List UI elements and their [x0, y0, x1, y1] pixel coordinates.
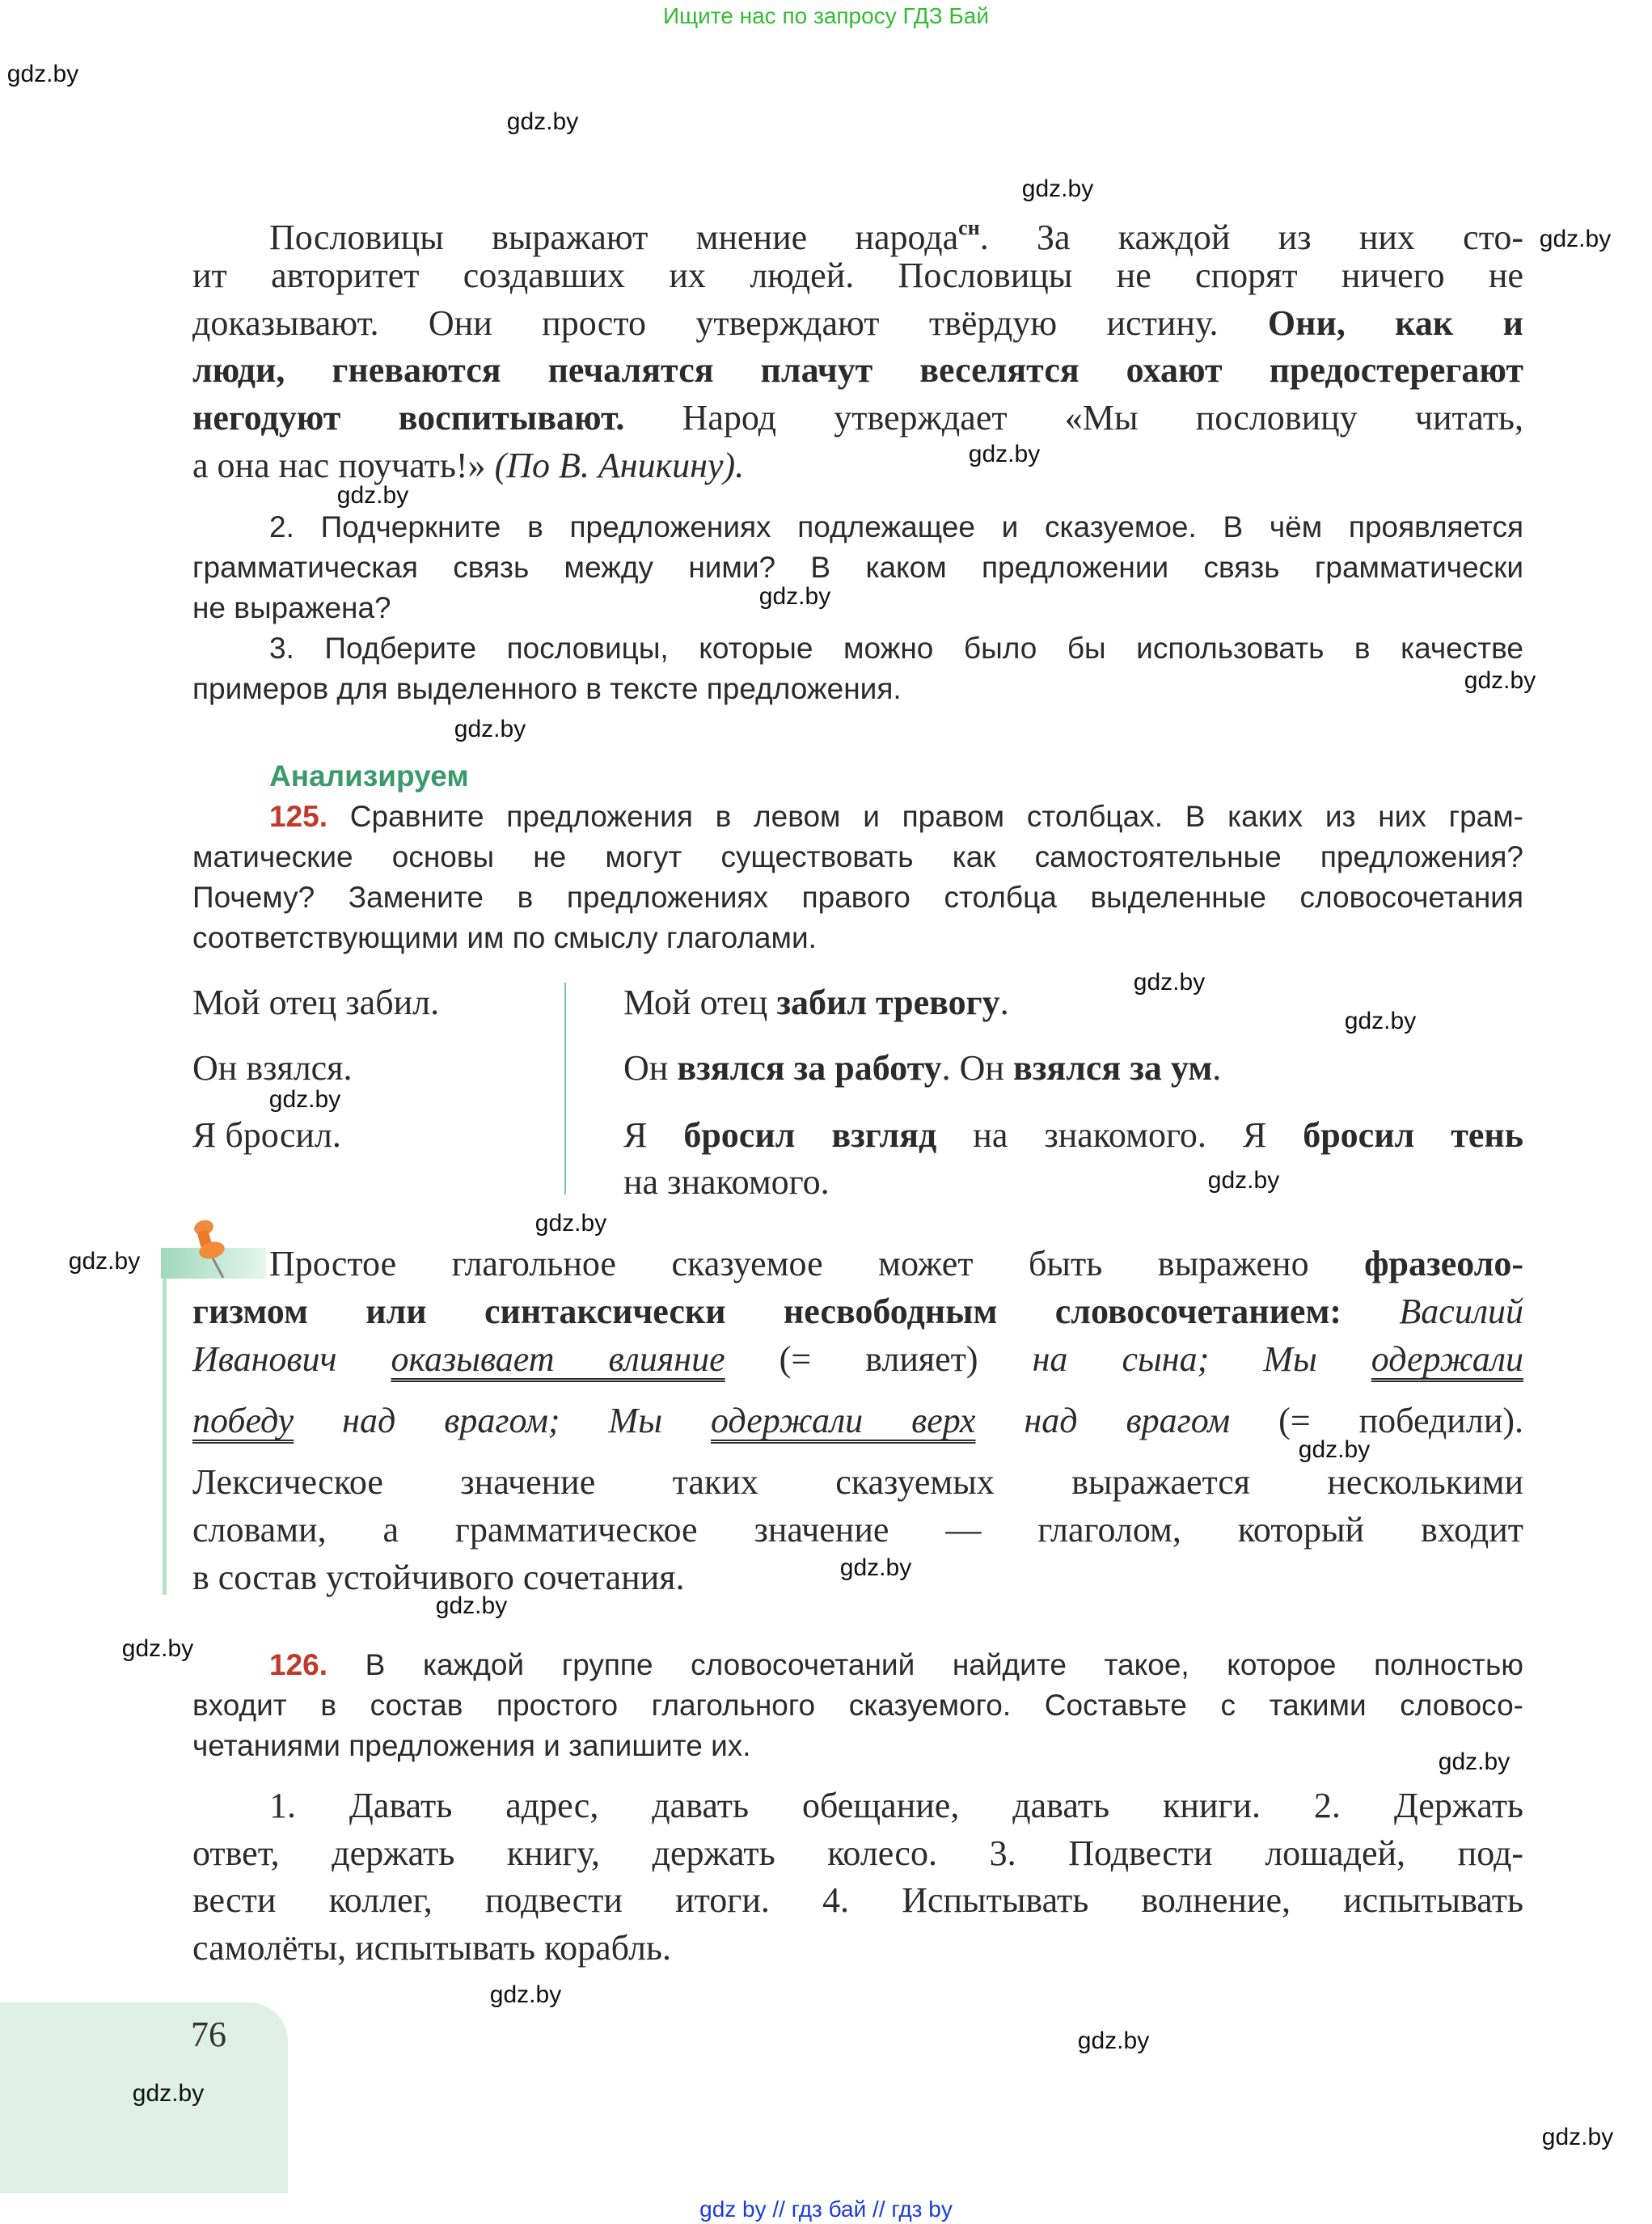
- text-segment: . Он: [941, 1048, 1013, 1088]
- text-segment: (= влияет): [725, 1339, 1033, 1379]
- column-divider: [564, 983, 566, 1194]
- exercise-number: 125.: [269, 800, 328, 833]
- text-segment: соответствующими им по смыслу глаголами.: [192, 921, 817, 954]
- text-segment: (= победили).: [1230, 1401, 1524, 1440]
- text-segment: примеров для выделенного в тексте предложения.: [192, 672, 902, 705]
- rule-margin-line: [163, 1278, 167, 1595]
- text-line: [192, 628, 1523, 669]
- watermark: gdz.by: [336, 482, 409, 509]
- predicate-phrase: одержали верх: [711, 1401, 976, 1440]
- right-sentence: [623, 1045, 1221, 1092]
- left-sentence: Он взялся.: [192, 1048, 353, 1088]
- text-line: [192, 252, 1523, 300]
- watermark: gdz.by: [1344, 1008, 1417, 1034]
- questions-block: [192, 507, 1523, 709]
- watermark: gdz.by: [6, 61, 79, 87]
- text-segment: Почему? Замените в предложениях правого столбца выделенные словосочетания: [192, 881, 1523, 914]
- text-segment: входит в состав простого глагольного сказуемого. Составьте с такими словосо-: [192, 1689, 1523, 1722]
- text-line: [192, 1506, 1523, 1554]
- text-segment: ответ, держать книгу, держать колесо. 3. Подвести лошадей, под-: [192, 1833, 1523, 1873]
- watermark: gdz.by: [839, 1554, 912, 1581]
- right-sentence: [623, 1112, 1523, 1159]
- watermark: gdz.by: [968, 441, 1041, 467]
- rule-box: [192, 1240, 1523, 1601]
- top-banner: Ищите нас по запросу ГДЗ Бай: [662, 3, 990, 28]
- left-sentence: Мой отец забил.: [192, 983, 440, 1022]
- text-segment: В каждой группе словосочетаний найдите такое, которое полностью: [365, 1648, 1523, 1681]
- text-segment: взялся за работу: [677, 1048, 942, 1088]
- text-segment: взялся за ум: [1012, 1048, 1213, 1088]
- text-segment: над врагом; Мы: [294, 1401, 711, 1440]
- exercise-125: [192, 756, 1523, 958]
- text-segment: на знакомого. Я: [936, 1115, 1303, 1155]
- exercise-126-items: [192, 1782, 1523, 1972]
- right-sentence: [623, 1159, 830, 1206]
- text-line: [192, 1830, 1523, 1878]
- text-segment: гизмом или синтаксически несвободным словосочетанием:: [192, 1292, 1342, 1331]
- text-segment: Они, как и: [1267, 302, 1523, 343]
- text-line: [192, 1287, 1523, 1335]
- text-line: [192, 1877, 1523, 1925]
- predicate-phrase: одержали: [1371, 1339, 1523, 1379]
- text-segment: Иванович: [192, 1339, 391, 1379]
- text-segment: бросил тень: [1303, 1115, 1523, 1155]
- text-segment: самолёты, испытывать корабль.: [192, 1928, 671, 1968]
- exercise-126: [192, 1645, 1523, 1766]
- section-heading: Анализируем: [269, 759, 469, 793]
- text-segment: забил тревогу: [776, 983, 1000, 1022]
- text-segment: Василий: [1341, 1292, 1524, 1331]
- text-line: [192, 877, 1523, 918]
- text-segment: Пословицы выражают мнение народа: [269, 218, 959, 257]
- watermark: gdz.by: [758, 583, 831, 610]
- text-segment: вести коллег, подвести итоги. 4. Испытывать волнение, испытывать: [192, 1880, 1523, 1921]
- text-line: [192, 300, 1523, 348]
- exercise-number: 126.: [269, 1648, 328, 1681]
- text-line: [192, 347, 1523, 395]
- text-segment: на знакомого.: [623, 1162, 830, 1202]
- text-line: [192, 205, 1524, 257]
- watermark: gdz.by: [1298, 1436, 1371, 1463]
- page-number: 76: [191, 2015, 226, 2054]
- text-segment: (По В. Аникину).: [494, 445, 745, 485]
- text-line: [192, 588, 1523, 628]
- watermark: gdz.by: [435, 1592, 508, 1619]
- text-segment: а она нас поучать!»: [192, 445, 495, 485]
- watermark: gdz.by: [1207, 1167, 1280, 1194]
- text-line: [192, 548, 1523, 588]
- text-line: [192, 1458, 1523, 1506]
- watermark: gdz.by: [132, 2080, 205, 2107]
- text-segment: словами, а грамматическое значение — глаголом, который входит: [192, 1510, 1523, 1550]
- text-line: [192, 1240, 1523, 1287]
- watermark: gdz.by: [1541, 2124, 1614, 2150]
- text-segment: сн: [958, 216, 980, 239]
- text-line: [192, 1645, 1523, 1685]
- watermark: gdz.by: [121, 1635, 194, 1662]
- text-line: [192, 1925, 1523, 1972]
- text-segment: в состав устойчивого сочетания.: [192, 1558, 685, 1597]
- watermark: gdz.by: [506, 108, 579, 135]
- left-sentence: Я бросил.: [192, 1115, 341, 1155]
- text-segment: четаниями предложения и запишите их.: [192, 1729, 751, 1762]
- text-segment: доказывают. Они просто утверждают твёрдую истину.: [192, 302, 1268, 343]
- watermark: gdz.by: [1438, 1748, 1510, 1775]
- text-segment: .: [999, 983, 1009, 1022]
- text-segment: фразеоло-: [1364, 1244, 1523, 1283]
- text-line: [192, 1726, 1523, 1766]
- watermark: gdz.by: [1077, 2027, 1150, 2054]
- text-segment: не выражена?: [192, 591, 391, 624]
- text-line: [192, 1685, 1523, 1726]
- text-segment: . За каждой из них сто-: [979, 218, 1524, 257]
- text-line: [192, 1335, 1523, 1383]
- text-segment: .: [1212, 1048, 1222, 1088]
- predicate-phrase: оказывает влияние: [391, 1339, 725, 1379]
- proverbs-paragraph: [192, 205, 1523, 490]
- text-segment: над врагом: [975, 1401, 1231, 1440]
- text-line: [192, 395, 1523, 442]
- text-segment: Сравните предложения в левом и правом столбцах. В каких из них грам-: [349, 800, 1524, 833]
- text-line: [192, 797, 1523, 837]
- text-line: [192, 1782, 1523, 1830]
- text-line: [192, 837, 1523, 877]
- text-segment: люди, гневаются печалятся плачут веселятся охают предостерегают: [192, 350, 1523, 391]
- watermark: gdz.by: [268, 1086, 341, 1113]
- text-segment: негодуют воспитывают.: [192, 398, 625, 438]
- watermark: gdz.by: [454, 716, 526, 742]
- text-segment: матические основы не могут существовать как самостоятельные предложения?: [192, 840, 1523, 873]
- text-segment: Лексическое значение таких сказуемых выражается несколькими: [192, 1462, 1523, 1502]
- text-line: [192, 918, 1523, 958]
- watermark: gdz.by: [1021, 175, 1094, 202]
- predicate-phrase: победу: [192, 1401, 294, 1440]
- text-segment: Народ утверждает «Мы пословицу читать,: [624, 398, 1523, 438]
- text-segment: 1. Давать адрес, давать обещание, давать книги. 2. Держать: [269, 1786, 1523, 1825]
- footer-links: gdz by // гдз бай // гдз by: [699, 2197, 953, 2222]
- text-segment: 3. Подберите пословицы, которые можно было бы использовать в качестве: [269, 632, 1523, 665]
- right-sentence: [623, 979, 1009, 1026]
- text-line: [192, 669, 1523, 709]
- text-line: [192, 507, 1523, 548]
- watermark: gdz.by: [1464, 667, 1536, 694]
- text-segment: на сына; Мы: [1032, 1339, 1371, 1379]
- text-segment: Я: [623, 1115, 684, 1155]
- watermark: gdz.by: [489, 1981, 562, 2008]
- text-segment: Простое глагольное сказуемое может быть выражено: [269, 1244, 1365, 1283]
- text-segment: грамматическая связь между ними? В каком предложении связь грамматически: [192, 551, 1523, 584]
- watermark: gdz.by: [534, 1210, 607, 1237]
- text-segment: ит авторитет создавших их людей. Пословицы не спорят ничего не: [192, 255, 1523, 295]
- text-segment: 2. Подчеркните в предложениях подлежащее и сказуемое. В чём проявляется: [269, 510, 1523, 543]
- watermark: gdz.by: [1133, 969, 1206, 996]
- text-segment: бросил взгляд: [683, 1115, 937, 1155]
- text-segment: Мой отец: [623, 983, 777, 1022]
- watermark: gdz.by: [68, 1248, 141, 1275]
- text-segment: Он: [623, 1048, 678, 1088]
- watermark: gdz.by: [1539, 226, 1612, 252]
- exercise-125-text: [192, 797, 1523, 958]
